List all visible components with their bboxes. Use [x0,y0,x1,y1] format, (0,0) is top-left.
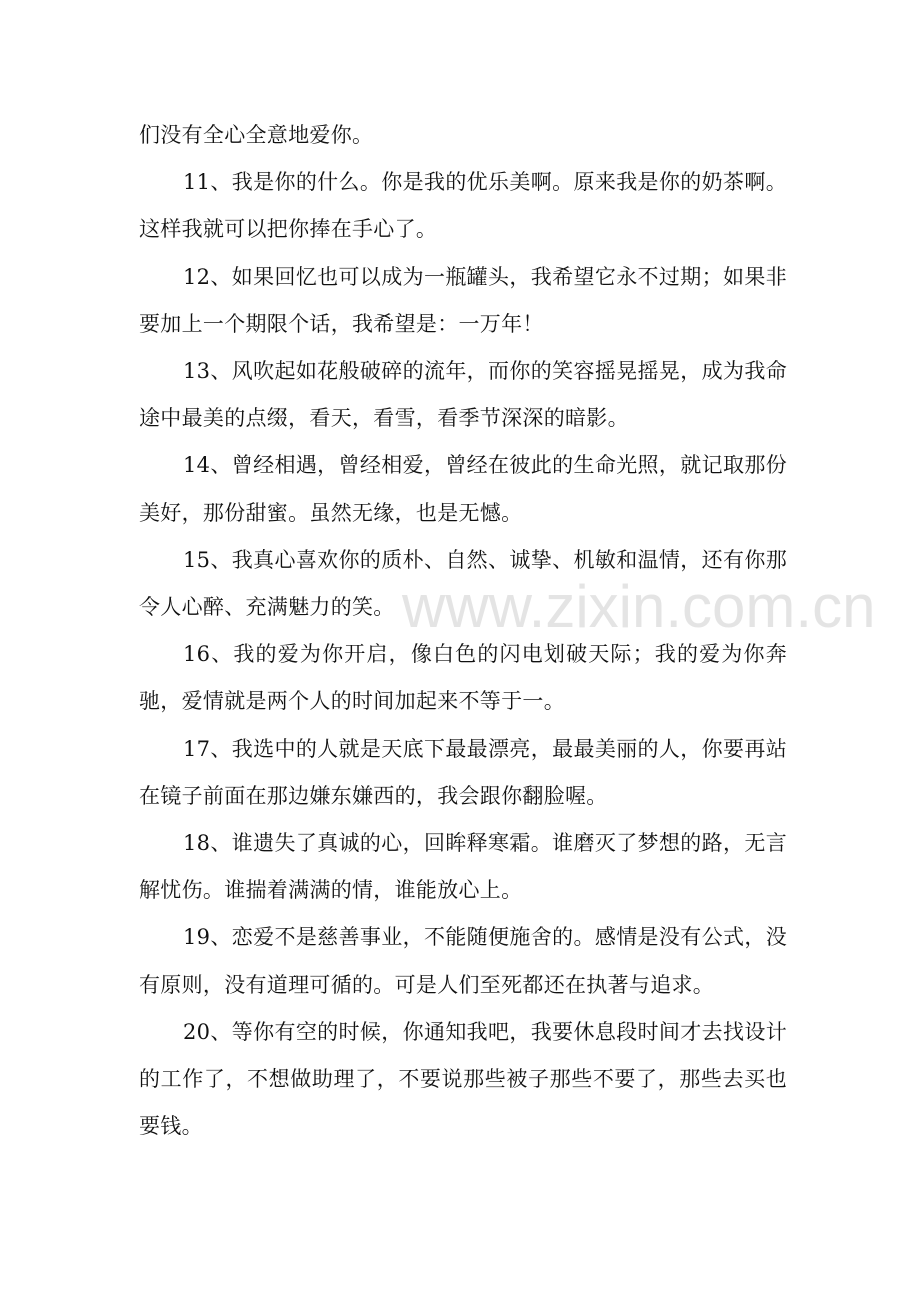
paragraph-item-20: 20、等你有空的时候，你通知我吧，我要休息段时间才去找设计的工作了，不想做助理了，不要说那些被子那些不要了，那些去买也要钱。 [139,1019,787,1139]
watermark-text: www.zixin.com.cn [402,573,876,640]
paragraph-item-12: 12、如果回忆也可以成为一瓶罐头，我希望它永不过期；如果非要加上一个期限个话，我希望是：一万年！ [139,264,787,336]
paragraph-item-17: 17、我选中的人就是天底下最最漂亮，最最美丽的人，你要再站在镜子前面在那边嫌东嫌西的，我会跟你翻脸喔。 [139,736,787,808]
document-body [139,112,787,1150]
paragraph-item-16: 16、我的爱为你开启，像白色的闪电划破天际；我的爱为你奔驰，爱情就是两个人的时间加起来不等于一。 [139,642,787,714]
paragraph-item-19: 19、恋爱不是慈善事业，不能随便施舍的。感情是没有公式，没有原则，没有道理可循的。可是人们至死都还在执著与追求。 [139,925,787,997]
paragraph-item-18: 18、谁遗失了真诚的心，回眸释寒霜。谁磨灭了梦想的路，无言解忧伤。谁揣着满满的情，谁能放心上。 [139,831,787,903]
paragraph-item-14: 14、曾经相遇，曾经相爱，曾经在彼此的生命光照，就记取那份美好，那份甜蜜。虽然无缘，也是无憾。 [139,453,787,525]
paragraph-continuation: 们没有全心全意地爱你。 [139,123,374,147]
paragraph-item-11: 11、我是你的什么。你是我的优乐美啊。原来我是你的奶茶啊。这样我就可以把你捧在手心了。 [139,170,787,242]
paragraph-item-15: 15、我真心喜欢你的质朴、自然、诚挚、机敏和温情，还有你那令人心醉、充满魅力的笑。 [139,547,787,620]
paragraph-item-13: 13、风吹起如花般破碎的流年，而你的笑容摇晃摇晃，成为我命途中最美的点缀，看天，看雪，看季节深深的暗影。 [139,359,787,431]
